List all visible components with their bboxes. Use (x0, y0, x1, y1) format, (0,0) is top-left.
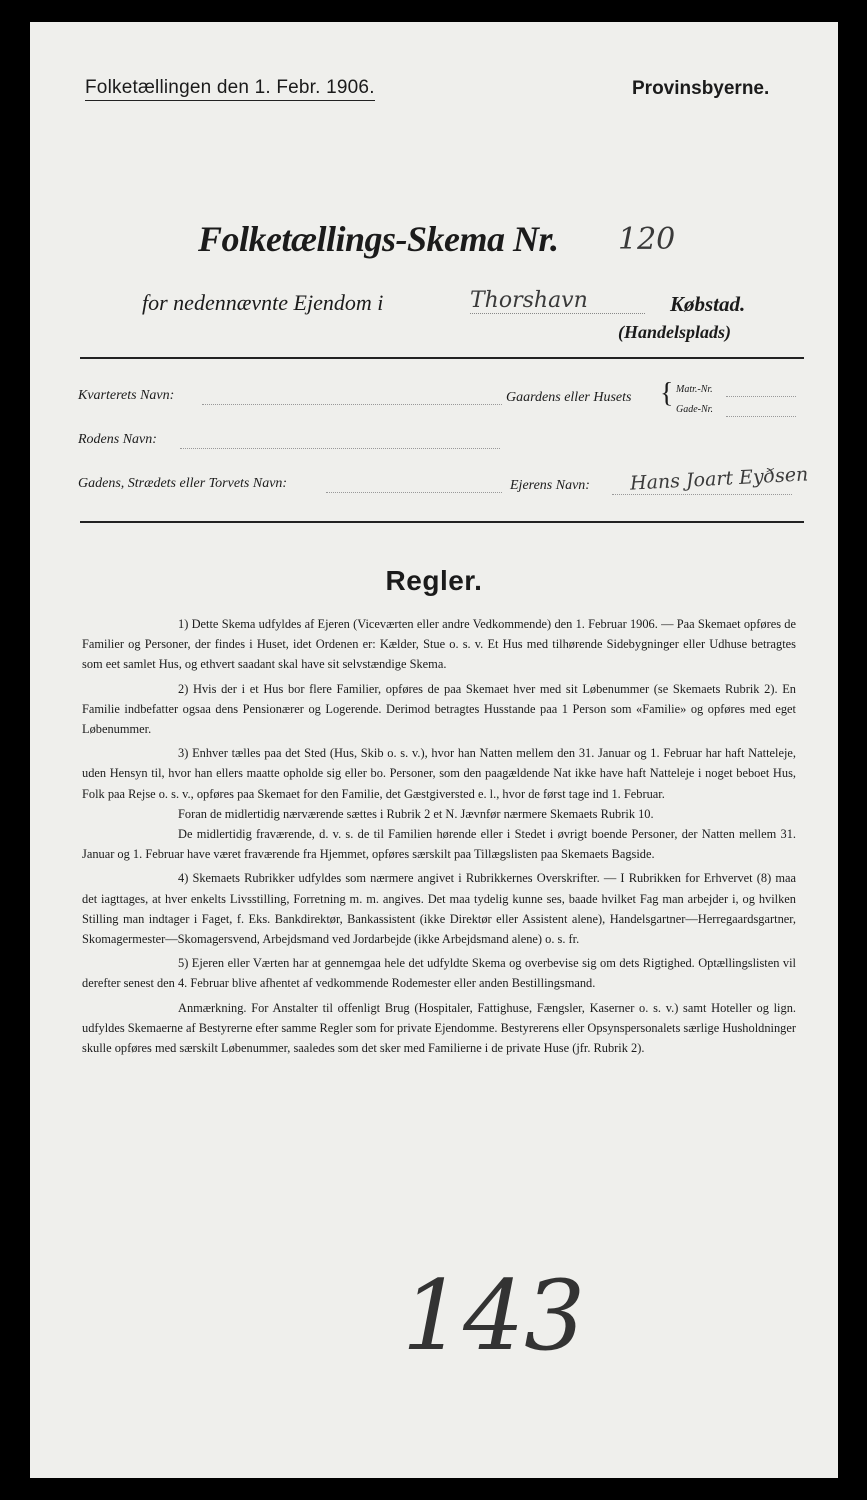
rule-note: Anmærkning. For Anstalter til offenligt Brug (Hospitaler, Fattighuse, Fængsler, Kaserner o. s. v.) samt Hoteller og lign. udfyldes Skemaerne af Bestyrerne efter samme Regler som for private Ejendomme. Bestyrerens eller Opsynspersonalets særlige Husholdninger skulle opføres med særskilt Løbenummer, saaledes som det sker med Familierne i de private Huse (jfr. Rubrik 2). (82, 1000, 796, 1056)
ejer-value: Hans Joart Eyðsen (629, 463, 809, 495)
handwritten-page-number: 143 (402, 1260, 586, 1372)
census-title: Folketællingen den 1. Febr. 1906. (85, 77, 375, 101)
town-name: Thorshavn (470, 288, 645, 314)
property-prefix: for nedennævnte Ejendom i (142, 290, 384, 315)
rule-5: 5) Ejeren eller Værten har at gennemgaa hele det udfyldte Skema og overbevise sig om dets Rigtighed. Optællingslisten vil derefter senest den 4. Februar blive afhentet af vedkommende Rodemester eller anden Bestillingsmand. (82, 956, 796, 991)
gade-nr-label: Gade-Nr. (676, 404, 713, 415)
region-label: Provinsbyerne. (632, 78, 770, 99)
rule-2: 2) Hvis der i et Hus bor flere Familier, opføres de paa Skemaet hver med sit Løbenummer (se Skemaets Rubrik 2). En Familie indbefatter ogsaa dens Pensionærer og Logerende. Derimod betragtes Husstande paa 1 Person som «Familie» og opføres med eget Løbenummer. (82, 681, 796, 737)
ejer-line (612, 493, 792, 495)
rule-3-note-absent: De midlertidig fraværende, d. v. s. de til Familien hørende eller i Stedet i øvrigt boende Personer, der Natten mellem 31. Januar og 1. Februar have været fraværende fra Hjemmet, opføres særskilt paa Tillægslisten paa Skemaets Bagside. (82, 827, 796, 862)
top-rule (80, 357, 804, 359)
gade-nr-line (726, 415, 796, 417)
rules-heading: Regler. (385, 565, 483, 596)
rule-3: 3) Enhver tælles paa det Sted (Hus, Skib o. s. v.), hvor han Natten mellem den 31. Januar og 1. Februar har haft Natteleje, uden Hensyn til, hvor han ellers maatte opholde sig eller bo. Personer, som den paagældende Nat ikke have haft Natteleje i noget beboet Hus, Folk paa Rejse o. s. v., opføres paa Skemaet for den Familie, det Gæstgiversted e. l., hvor de først tage ind 1. Februar. (82, 746, 796, 801)
ejer-label: Ejerens Navn: (510, 478, 590, 493)
fields-rule (80, 521, 804, 523)
skema-number: 120 (618, 222, 676, 257)
rode-label: Rodens Navn: (78, 432, 157, 447)
kvarter-label: Kvarterets Navn: (78, 388, 175, 403)
brace-symbol: { (660, 378, 674, 409)
rode-line (180, 447, 500, 449)
rule-4: 4) Skemaets Rubrikker udfyldes som nærmere angivet i Rubrikkernes Overskrifter. — I Rubrikken for Erhvervet (8) maa det iagttages, at hver enkelts Livsstilling, Forretning m. m. angives. Det maa tydelig kunne ses, baade hvilket Fag man arbejder i, og hvilken Stilling man indtager i Faget, f. Eks. Bankdirektør, Bankassistent (ikke Direktør eller Assistent alene), Handelsgartner—Herregaardsgartner, Skomagermester—Skomagersvend, Arbejdsmand ved Jordarbejde (ikke Arbejdsmand alene) o. s. fr. (82, 871, 796, 947)
rule-1: 1) Dette Skema udfyldes af Ejeren (Viceværten eller andre Vedkommende) den 1. Februar 1906. — Paa Skemaet opføres de Familier og Personer, der findes i Huset, idet Ordenen er: Kælder, Stue o. s. v. Et Hus med tilhørende Sidebygninger eller Udhuse betragtes som eet samlet Hus, og ethvert saadant skal have sit selvstændige Skema. (82, 617, 796, 672)
form-title: Folketællings-Skema Nr. (198, 219, 559, 259)
census-form-page (30, 22, 838, 1478)
kobstad-label: Købstad. (670, 292, 746, 316)
rule-3-note-present: Foran de midlertidig nærværende sættes i Rubrik 2 et N. Jævnfør nærmere Skemaets Rubrik 10. (178, 806, 654, 821)
gade-label: Gadens, Strædets eller Torvets Navn: (78, 476, 288, 491)
gade-line (326, 491, 502, 493)
handelsplads-label: (Handelsplads) (618, 322, 732, 342)
matr-line (726, 395, 796, 397)
matr-label: Matr.-Nr. (676, 384, 713, 395)
gaard-label: Gaardens eller Husets (506, 390, 632, 405)
rules-text (82, 614, 796, 1062)
kvarter-line (202, 403, 502, 405)
